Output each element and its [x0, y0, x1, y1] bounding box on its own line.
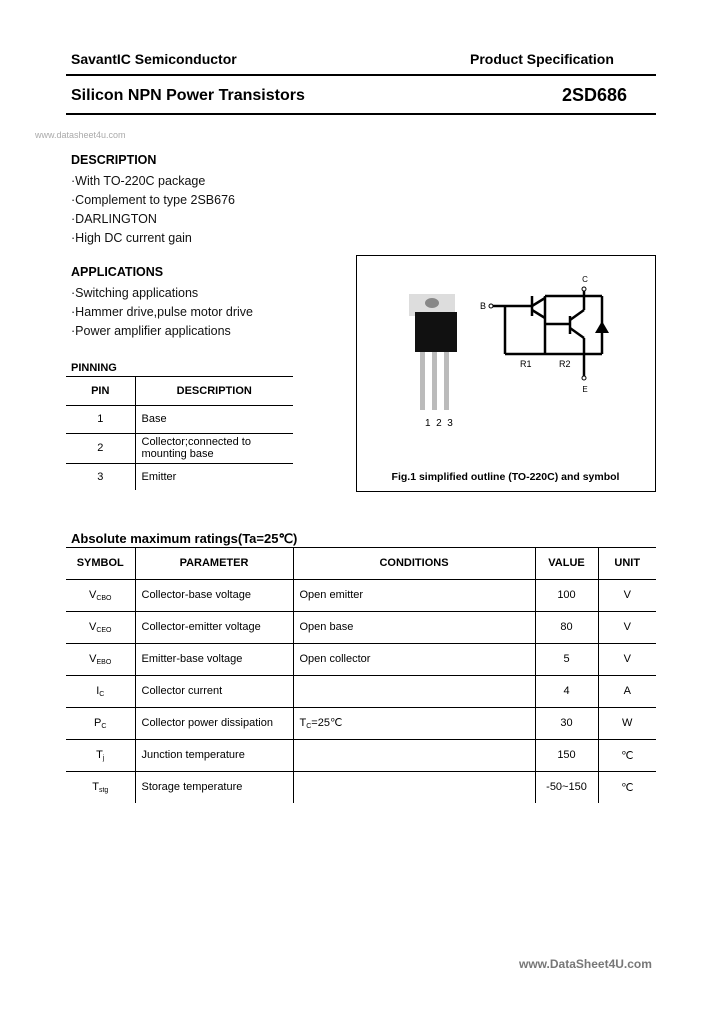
footer-url: www.DataSheet4U.com — [519, 957, 652, 971]
description-item: ·Complement to type 2SB676 — [71, 193, 235, 207]
description-item: ·DARLINGTON — [71, 212, 157, 226]
ratings-heading: Absolute maximum ratings(Ta=25℃) — [71, 531, 298, 546]
part-number: 2SD686 — [562, 85, 628, 105]
r2-label: R2 — [559, 359, 571, 369]
parameter: Collector-emitter voltage — [135, 611, 293, 643]
column-header: CONDITIONS — [293, 548, 535, 579]
unit: ℃ — [598, 771, 656, 803]
table-row — [66, 463, 293, 490]
terminal-icon — [582, 376, 586, 380]
column-header: UNIT — [598, 548, 656, 579]
applications-list — [71, 284, 253, 341]
conditions — [293, 771, 535, 803]
parameter: Collector power dissipation — [135, 707, 293, 739]
table-row — [66, 579, 656, 611]
emitter-label: E — [582, 385, 588, 394]
doc-type: Product Specification — [470, 51, 614, 67]
value: 100 — [535, 579, 598, 611]
base-label: B — [480, 301, 487, 311]
table-row — [66, 643, 656, 675]
conditions: Open collector — [293, 643, 535, 675]
symbol: $V_{CBO}$ — [88, 588, 112, 602]
watermark: www.datasheet4u.com — [35, 130, 126, 140]
parameter: Collector current — [135, 675, 293, 707]
symbol: $T_{stg}$ — [92, 780, 109, 794]
symbol: $V_{CEO}$ — [88, 620, 112, 634]
conditions — [293, 675, 535, 707]
pin-description: Emitter — [135, 463, 293, 490]
value: 4 — [535, 675, 598, 707]
parameter: Emitter-base voltage — [135, 643, 293, 675]
symbol: $I_C$ — [96, 684, 105, 698]
pin-description: Base — [135, 405, 293, 433]
diode-icon — [595, 321, 609, 333]
doc-title: Silicon NPN Power Transistors — [71, 87, 305, 104]
collector-label: C — [582, 275, 588, 284]
pinning-table — [66, 377, 293, 490]
value: 150 — [535, 739, 598, 771]
value: 30 — [535, 707, 598, 739]
description-heading: DESCRIPTION — [71, 153, 157, 167]
description-item: ·With TO-220C package — [71, 174, 206, 188]
application-item: ·Hammer drive,pulse motor drive — [71, 305, 253, 319]
unit: W — [598, 707, 656, 739]
unit: V — [598, 643, 656, 675]
conditions: Open base — [293, 611, 535, 643]
pinning-heading: PINNING — [71, 362, 117, 374]
conditions: $T_C=25℃$ — [293, 707, 535, 739]
column-header: VALUE — [535, 548, 598, 579]
symbol: $T_j$ — [96, 748, 105, 762]
unit: A — [598, 675, 656, 707]
darlington-symbol-icon — [493, 291, 602, 376]
pin-number: 1 — [97, 413, 104, 425]
table-row — [66, 739, 656, 771]
value: 5 — [535, 643, 598, 675]
symbol: $V_{EBO}$ — [89, 652, 112, 666]
terminal-icon — [489, 304, 493, 308]
application-item: ·Power amplifier applications — [71, 324, 231, 338]
application-item: ·Switching applications — [71, 286, 199, 300]
value: -50~150 — [535, 771, 598, 803]
pin-number: 3 — [97, 470, 104, 483]
parameter: Collector-base voltage — [135, 579, 293, 611]
divider — [66, 74, 656, 76]
conditions: Open emitter — [293, 579, 535, 611]
figure-box — [356, 255, 656, 492]
column-header: SYMBOL — [76, 557, 124, 570]
divider — [66, 113, 656, 115]
value: 80 — [535, 611, 598, 643]
to220-package-icon — [409, 294, 457, 410]
applications-heading: APPLICATIONS — [71, 265, 164, 279]
symbol: $P_C$ — [94, 716, 107, 730]
ratings-table — [66, 548, 656, 803]
table-row — [66, 405, 293, 433]
package-and-symbol-figure — [357, 256, 657, 493]
table-row — [66, 611, 656, 643]
unit: V — [598, 579, 656, 611]
description-item: ·High DC current gain — [71, 231, 192, 245]
unit: ℃ — [598, 739, 656, 771]
terminal-icon — [582, 287, 586, 291]
table-row — [66, 707, 656, 739]
pin-numbers: 1 2 3 — [425, 418, 453, 429]
column-header: DESCRIPTION — [135, 377, 293, 405]
pin-description: Collector;connected to mounting base — [135, 433, 293, 463]
parameter: Junction temperature — [135, 739, 293, 771]
unit: V — [598, 611, 656, 643]
figure-caption: Fig.1 simplified outline (TO-220C) and symbol — [391, 471, 620, 483]
table-row — [66, 771, 656, 803]
column-header: PARAMETER — [135, 548, 293, 579]
column-header: PIN — [91, 384, 110, 397]
description-list — [71, 172, 235, 248]
pin-number: 2 — [97, 442, 104, 454]
r1-label: R1 — [520, 359, 532, 369]
conditions — [293, 739, 535, 771]
table-row — [66, 675, 656, 707]
table-row — [66, 433, 293, 463]
company-name: SavantIC Semiconductor — [71, 51, 237, 67]
parameter: Storage temperature — [135, 771, 293, 803]
